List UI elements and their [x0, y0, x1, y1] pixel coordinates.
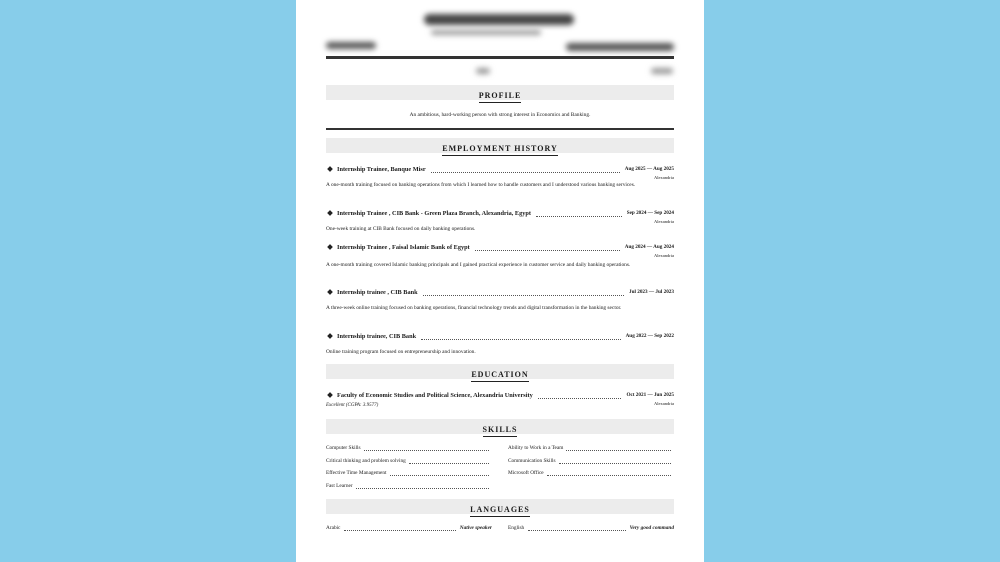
- header-divider: [326, 56, 674, 59]
- job-description: Online training program focused on entrepreneurship and innovation.: [326, 349, 476, 355]
- job-dates: Sep 2024 — Sep 2024: [626, 210, 674, 216]
- skill-item: Microsoft Office: [508, 468, 674, 477]
- job-description: A one-month training focused on banking operations from which I learned how to handle customers and I understood various banking services.: [326, 182, 636, 188]
- job-location: Alexandria: [654, 175, 674, 180]
- job-dates: Aug 2025 — Aug 2025: [624, 166, 674, 172]
- job-title-row: Internship Trainee , Faisal Islamic Bank of Egypt Aug 2024 — Aug 2024: [326, 242, 674, 252]
- diamond-bullet-icon: [327, 166, 333, 172]
- job-location: Alexandria: [654, 253, 674, 258]
- job-title-row: Internship Trainee , CIB Bank - Green Plaza Branch, Alexandria, Egypt Sep 2024 — Sep 2024: [326, 208, 674, 218]
- diamond-bullet-icon: [327, 289, 333, 295]
- skill-item: Computer Skills: [326, 443, 492, 452]
- diamond-bullet-icon: [327, 210, 333, 216]
- section-header-skills: SKILLS: [326, 419, 674, 434]
- job-dates: Jul 2023 — Jul 2023: [629, 289, 674, 295]
- diamond-bullet-icon: [327, 392, 333, 398]
- profile-summary: An ambitious, hard-working person with strong interest in Economics and Banking.: [409, 112, 591, 118]
- section-header-profile: PROFILE: [326, 85, 674, 100]
- job-description: A one-month training covered Islamic banking principals and I gained practical experience in customer service and daily banking operations.: [326, 262, 631, 268]
- contact-redacted: [566, 43, 674, 51]
- skill-item: Effective Time Management: [326, 468, 492, 477]
- resume-page: [296, 0, 704, 562]
- job-title-row: Internship trainee, CIB Bank Aug 2022 — Sep 2022: [326, 331, 674, 341]
- language-level: Very good command: [629, 524, 674, 531]
- job-title-row: Internship trainee , CIB Bank Jul 2023 — Jul 2023: [326, 287, 674, 297]
- language-level: Native speaker: [459, 524, 492, 531]
- diamond-bullet-icon: [327, 333, 333, 339]
- education-note: Excellent (CGPA: 3.9577): [326, 403, 379, 408]
- job-description: One-week training at CIB Bank focused on daily banking operations.: [326, 226, 476, 232]
- contact-redacted: [476, 68, 490, 74]
- contact-redacted: [326, 42, 376, 49]
- skill-item: Fast Learner: [326, 481, 492, 490]
- education-location: Alexandria: [654, 401, 674, 406]
- job-dates: Aug 2022 — Sep 2022: [625, 333, 674, 339]
- section-divider: [326, 128, 674, 130]
- job-title-redacted: [431, 30, 541, 35]
- section-header-employment: EMPLOYMENT HISTORY: [326, 138, 674, 153]
- education-title-row: Faculty of Economic Studies and Political Science, Alexandria University Oct 2021 — Jun 2025: [326, 390, 674, 400]
- job-title-row: Internship Trainee, Banque Misr Aug 2025 — Aug 2025: [326, 164, 674, 174]
- job-location: Alexandria: [654, 219, 674, 224]
- skill-item: Ability to Work in a Team: [508, 443, 674, 452]
- language-item: Arabic Native speaker: [326, 524, 492, 531]
- skill-item: Critical thinking and problem solving: [326, 456, 492, 465]
- job-description: A three-week online training focused on banking operations, financial technology trends and digital transformation in the banking sector.: [326, 305, 622, 311]
- diamond-bullet-icon: [327, 244, 333, 250]
- section-header-languages: LANGUAGES: [326, 499, 674, 514]
- job-dates: Aug 2024 — Aug 2024: [624, 244, 674, 250]
- education-dates: Oct 2021 — Jun 2025: [626, 392, 674, 398]
- contact-redacted: [651, 68, 673, 74]
- section-header-education: EDUCATION: [326, 364, 674, 379]
- name-redacted: [424, 14, 574, 25]
- skill-item: Communication Skills: [508, 456, 674, 465]
- language-item: English Very good command: [508, 524, 674, 531]
